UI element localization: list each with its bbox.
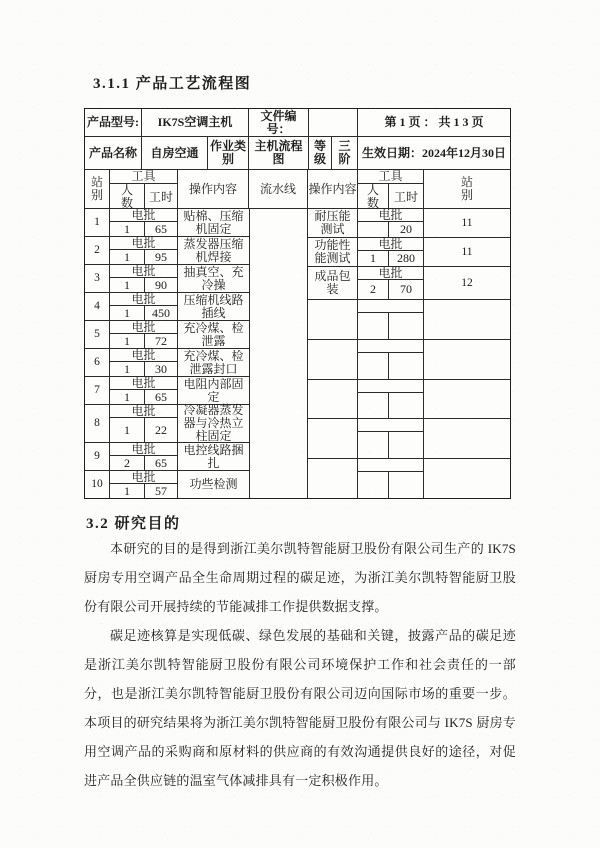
hours-cell: 280 bbox=[397, 251, 415, 265]
process-flow-table bbox=[84, 108, 511, 499]
job-type-value: 主机流程图 bbox=[254, 139, 303, 166]
station-cell: 6 bbox=[85, 349, 110, 376]
people-cell: 1 bbox=[110, 362, 145, 376]
tool-name: 电批 bbox=[358, 209, 423, 222]
hours-cell: 57 bbox=[155, 483, 167, 498]
tool-name: 电批 bbox=[110, 443, 177, 456]
station-cell: 2 bbox=[85, 237, 110, 264]
col-operation-right: 操作内容 bbox=[308, 170, 358, 208]
section-3-1-1-heading: 3.1.1 产品工艺流程图 bbox=[93, 76, 252, 92]
left-row-7 bbox=[85, 377, 249, 405]
tool-cell bbox=[110, 349, 178, 376]
people-cell: 1 bbox=[110, 484, 145, 498]
hours-cell: 20 bbox=[400, 222, 412, 236]
people-cell: 1 bbox=[110, 278, 145, 292]
right-process-rows bbox=[308, 209, 510, 498]
tool-name: 电批 bbox=[110, 265, 177, 278]
section-3-2-heading: 3.2 研究目的 bbox=[86, 516, 181, 532]
tool-name: 电批 bbox=[110, 405, 177, 418]
left-row-9 bbox=[85, 443, 249, 471]
left-row-2 bbox=[85, 237, 249, 265]
tool-name: 电批 bbox=[110, 349, 177, 362]
operation-cell: 耐压能测试 bbox=[308, 209, 358, 237]
tool-name: 电批 bbox=[110, 293, 177, 306]
hours-cell: 72 bbox=[155, 333, 167, 348]
hours-cell: 65 bbox=[155, 389, 167, 404]
station-cell bbox=[424, 300, 510, 339]
right-row-2 bbox=[308, 238, 510, 267]
col-tool-left bbox=[110, 170, 178, 208]
operation-cell: 电控线路捆扎 bbox=[183, 442, 244, 470]
left-row-10 bbox=[85, 471, 249, 498]
right-row-empty bbox=[308, 419, 510, 459]
tool-cell bbox=[358, 340, 424, 379]
station-cell: 9 bbox=[85, 443, 110, 470]
hours-cell: 65 bbox=[155, 221, 167, 236]
effective-date: 生效日期：2024年12月30日 bbox=[361, 145, 506, 160]
people-cell: 2 bbox=[358, 280, 389, 299]
tool-cell bbox=[110, 377, 178, 404]
col-hours-right: 工时 bbox=[393, 189, 418, 204]
operation-cell: 充冷煤、检泄露封口 bbox=[183, 348, 244, 376]
tool-cell bbox=[110, 265, 178, 292]
doc-number-label-cell bbox=[249, 109, 309, 136]
tool-cell bbox=[110, 443, 178, 470]
people-cell: 2 bbox=[110, 456, 145, 470]
station-cell: 11 bbox=[461, 245, 473, 258]
operation-cell bbox=[308, 380, 358, 419]
tool-cell bbox=[358, 209, 424, 237]
tool-cell bbox=[358, 267, 424, 299]
right-row-3 bbox=[308, 267, 510, 300]
grade-value: 三阶 bbox=[338, 139, 351, 166]
tool-cell bbox=[110, 471, 178, 498]
station-cell: 3 bbox=[85, 265, 110, 292]
hours-cell: 70 bbox=[400, 282, 412, 296]
tool-cell bbox=[110, 293, 178, 320]
col-people-right: 人数 bbox=[358, 184, 389, 210]
col-tool-right bbox=[358, 170, 424, 208]
col-hours-left: 工时 bbox=[148, 189, 173, 204]
operation-cell: 贴棉、压缩机固定 bbox=[183, 208, 244, 236]
left-row-5 bbox=[85, 321, 249, 349]
station-cell bbox=[424, 459, 510, 498]
col-station-left: 站别 bbox=[85, 170, 110, 208]
tool-cell bbox=[110, 405, 178, 442]
tool-name: 电批 bbox=[110, 377, 177, 390]
hours-cell: 30 bbox=[155, 361, 167, 376]
operation-cell: 功些检测 bbox=[189, 477, 238, 491]
column-header-row bbox=[85, 170, 510, 209]
right-row-1 bbox=[308, 209, 510, 238]
grade-label-cell bbox=[309, 137, 332, 169]
col-station-right: 站别 bbox=[460, 175, 473, 202]
product-name-value: 自房空通 bbox=[142, 137, 208, 169]
table-body bbox=[85, 209, 510, 498]
operation-cell: 蒸发器压缩机焊接 bbox=[183, 236, 244, 264]
tool-cell bbox=[358, 419, 424, 458]
hours-cell: 450 bbox=[152, 305, 170, 320]
col-people-left: 人数 bbox=[110, 184, 145, 210]
hours-cell: 90 bbox=[155, 277, 167, 292]
left-row-6 bbox=[85, 349, 249, 377]
station-cell bbox=[424, 340, 510, 379]
page-info: 第 1 页 ： 共 1 3 页 bbox=[384, 115, 484, 129]
tool-cell bbox=[358, 300, 424, 339]
job-type-value-cell bbox=[249, 137, 309, 169]
station-cell: 8 bbox=[85, 405, 110, 442]
product-model-value: IK7S空调主机 bbox=[142, 109, 249, 136]
hours-cell: 22 bbox=[155, 422, 167, 437]
people-cell: 1 bbox=[110, 250, 145, 264]
station-cell: 12 bbox=[461, 276, 473, 289]
research-purpose-text bbox=[84, 534, 516, 795]
station-cell: 5 bbox=[85, 321, 110, 348]
paragraph-2: 碳足迹核算是实现低碳、绿色发展的基础和关键，披露产品的碳足迹是浙江美尔凯特智能厨卫股份有限公司环境保护工作和社会责任的一部分，也是浙江美尔凯特智能厨卫股份有限公司迈向国际市场的重要一步。本项目的研究结果将为浙江美尔凯特智能厨卫股份有限公司与 IK7S 厨房专用空调产品的采购商和原材料的供应商的有效沟通提供良好的途径，对促进产品全供应链的温室气体减排具有一定积极作用。 bbox=[84, 628, 516, 788]
people-cell: 1 bbox=[110, 222, 145, 236]
grade-label: 等级 bbox=[313, 139, 326, 166]
station-cell: 10 bbox=[85, 471, 110, 498]
people-cell: 1 bbox=[358, 251, 389, 266]
left-row-1 bbox=[85, 209, 249, 237]
people-cell: 1 bbox=[110, 334, 145, 348]
hours-cell: 65 bbox=[155, 455, 167, 470]
product-name-label: 产品名称 bbox=[85, 137, 142, 169]
people-cell: 1 bbox=[110, 418, 145, 442]
job-type-label: 作业类别 bbox=[209, 139, 246, 166]
right-row-empty bbox=[308, 300, 510, 340]
flow-line-column bbox=[249, 209, 308, 498]
product-model-label: 产品型号: bbox=[85, 109, 142, 136]
operation-cell: 压缩机线路插线 bbox=[183, 292, 244, 320]
table-header-row-2 bbox=[85, 137, 510, 170]
tool-name: 电批 bbox=[110, 237, 177, 250]
job-type-label-cell bbox=[208, 137, 249, 169]
col-operation-left: 操作内容 bbox=[178, 170, 249, 208]
left-row-4 bbox=[85, 293, 249, 321]
operation-cell bbox=[308, 340, 358, 379]
col-tool-label-right: 工具 bbox=[358, 170, 423, 184]
station-cell bbox=[424, 380, 510, 419]
left-row-8 bbox=[85, 405, 249, 443]
operation-cell: 电阻内部固定 bbox=[183, 376, 244, 404]
tool-cell bbox=[110, 237, 178, 264]
tool-cell bbox=[358, 459, 424, 498]
tool-cell bbox=[110, 209, 178, 236]
people-cell bbox=[358, 222, 389, 237]
paragraph-1: 本研究的目的是得到浙江美尔凯特智能厨卫股份有限公司生产的 IK7S 厨房专用空调产品全生命周期过程的碳足迹，为浙江美尔凯特智能厨卫股份有限公司开展持续的节能减排工作提供数据支撑。 bbox=[84, 541, 516, 614]
tool-name: 电批 bbox=[110, 209, 177, 222]
operation-cell bbox=[308, 459, 358, 498]
tool-name: 电批 bbox=[358, 238, 423, 251]
tool-name: 电批 bbox=[110, 471, 177, 484]
left-process-rows bbox=[85, 209, 249, 498]
tool-cell bbox=[358, 380, 424, 419]
operation-cell bbox=[308, 300, 358, 339]
tool-cell bbox=[358, 238, 424, 266]
tool-cell bbox=[110, 321, 178, 348]
operation-cell: 抽真空、充冷操 bbox=[183, 264, 244, 292]
right-row-empty bbox=[308, 459, 510, 498]
tool-name: 电批 bbox=[358, 267, 423, 280]
col-flow-line: 流水线 bbox=[249, 170, 308, 208]
operation-cell bbox=[308, 419, 358, 458]
station-cell: 7 bbox=[85, 377, 110, 404]
operation-cell: 成品包装 bbox=[308, 267, 358, 299]
station-cell: 11 bbox=[461, 216, 473, 229]
right-row-empty bbox=[308, 380, 510, 420]
col-tool-label: 工具 bbox=[110, 170, 177, 184]
right-row-empty bbox=[308, 340, 510, 380]
station-cell: 4 bbox=[85, 293, 110, 320]
table-header-row-1 bbox=[85, 109, 510, 137]
people-cell: 1 bbox=[110, 390, 145, 404]
operation-cell: 功能性能测试 bbox=[308, 238, 358, 266]
doc-number-label: 文件编号： bbox=[260, 109, 297, 136]
tool-name: 电批 bbox=[110, 321, 177, 334]
doc-number-value-cell bbox=[309, 109, 358, 136]
people-cell: 1 bbox=[110, 306, 145, 320]
left-row-3 bbox=[85, 265, 249, 293]
station-cell: 1 bbox=[85, 209, 110, 236]
hours-cell: 95 bbox=[155, 249, 167, 264]
grade-value-cell bbox=[332, 137, 358, 169]
operation-cell: 充冷煤、检泄露 bbox=[183, 320, 244, 348]
station-cell bbox=[424, 419, 510, 458]
operation-cell: 冷凝器蒸发器与冷热立柱固定 bbox=[183, 403, 244, 443]
